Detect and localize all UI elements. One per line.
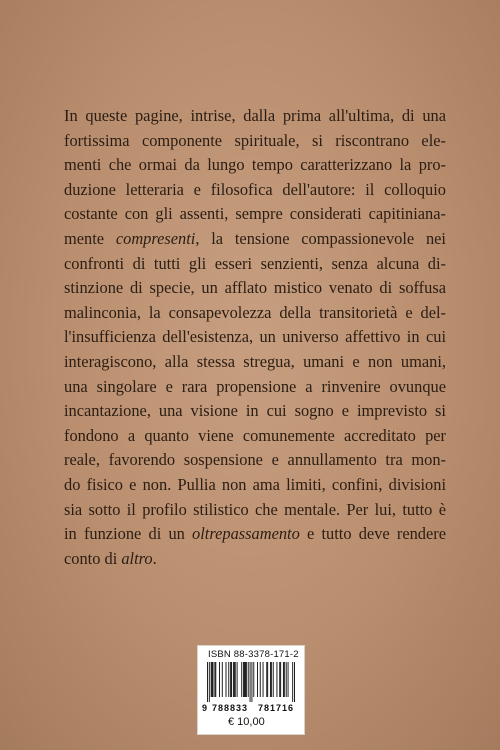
barcode-bar xyxy=(286,662,287,697)
barcode-bar xyxy=(253,662,254,697)
blurb-line: una singolare e rara propensione a rinvenire ovunque xyxy=(64,376,446,396)
barcode-bar xyxy=(248,662,249,697)
barcode-bar xyxy=(271,662,272,697)
blurb-line: fondono a quanto viene comunemente accreditato per xyxy=(64,425,446,445)
barcode-bar xyxy=(215,662,216,697)
barcode-label xyxy=(197,645,305,735)
barcode-bar xyxy=(292,662,293,702)
barcode-bar xyxy=(243,662,244,697)
price-text: € 10,00 xyxy=(228,716,265,728)
barcode-bar xyxy=(213,662,214,697)
blurb-text: conto di xyxy=(64,548,122,568)
blurb-italic-text: compresenti xyxy=(115,228,196,248)
blurb-line xyxy=(64,227,446,252)
blurb-line: costante con gli assenti, sempre considerati capitiniana- xyxy=(64,204,446,224)
barcode-bar xyxy=(266,662,267,697)
barcode-icon xyxy=(207,662,295,702)
barcode-bar xyxy=(207,662,208,702)
barcode-bar xyxy=(276,662,277,697)
barcode-bar xyxy=(267,662,268,697)
blurb-line xyxy=(64,522,446,547)
barcode-bar xyxy=(241,662,242,697)
barcode-bar xyxy=(251,662,252,702)
blurb-italic-text: oltrepassamento xyxy=(192,524,300,544)
barcode-bar xyxy=(280,662,281,697)
barcode-bar xyxy=(284,662,285,697)
barcode-bar xyxy=(211,662,212,697)
barcode-bar xyxy=(228,662,229,697)
barcode-bar xyxy=(235,662,236,697)
blurb-line: malinconia, la consapevolezza della transitorietà e del- xyxy=(64,302,446,322)
barcode-bar xyxy=(212,662,213,697)
barcode-bar xyxy=(233,662,234,697)
blurb-line: l'insufficienza dell'esistenza, un universo affettivo in cui xyxy=(64,327,446,347)
barcode-bar xyxy=(263,662,264,697)
blurb-line xyxy=(64,547,446,572)
barcode-bar xyxy=(244,662,245,697)
barcode-bar xyxy=(250,662,251,702)
blurb-text: in funzione di un xyxy=(64,524,193,544)
barcode-bar xyxy=(219,662,220,697)
blurb-line: do fisico e non. Pullia non ama limiti, confini, divisioni xyxy=(64,474,446,494)
blurb-line: duzione letteraria e filosofica dell'autore: il colloquio xyxy=(64,179,446,199)
blurb-line: In queste pagine, intrise, dalla prima all'ultima, di una xyxy=(64,106,446,125)
back-cover-blurb xyxy=(64,104,446,571)
barcode-bar xyxy=(270,662,271,697)
barcode-bar xyxy=(283,662,284,697)
barcode-digit-first: 9 xyxy=(202,703,208,713)
barcode-bar xyxy=(245,662,246,697)
blurb-text: mente xyxy=(64,228,116,248)
blurb-line: confronti di tutti gli esseri senzienti, senza alcuna di- xyxy=(64,253,446,273)
isbn-text: ISBN 88-3378-171-2 xyxy=(208,649,299,660)
blurb-text: e tutto deve rendere xyxy=(299,524,447,544)
barcode-bar xyxy=(222,662,223,697)
barcode-digits-right: 781716 xyxy=(258,703,295,713)
barcode-bar xyxy=(234,662,235,697)
barcode-bar xyxy=(288,662,289,697)
barcode-bar xyxy=(273,662,274,697)
blurb-italic-text: altro xyxy=(121,548,153,568)
barcode-bar xyxy=(214,662,215,697)
blurb-line: reale, favorendo sospensione e annullamento tra mon- xyxy=(64,450,446,470)
barcode-bar xyxy=(237,662,238,697)
blurb-line: interagiscono, alla stessa stregua, umani e non umani, xyxy=(64,351,446,371)
blurb-line: fortissima componente spirituale, si riscontrano ele- xyxy=(64,130,446,150)
barcode-bar xyxy=(257,662,258,697)
barcode-digits-left: 788833 xyxy=(212,703,249,713)
barcode-bar xyxy=(231,662,232,697)
barcode-bar xyxy=(226,662,227,697)
barcode-bar xyxy=(279,662,280,697)
barcode-bar xyxy=(230,662,231,697)
blurb-text: , la tensione compassionevole nei xyxy=(195,228,446,248)
blurb-line: incantazione, una visione in cui sogno e imprevisto si xyxy=(64,401,446,421)
barcode-bar xyxy=(209,662,210,702)
blurb-text: . xyxy=(152,548,157,568)
blurb-line: sia sotto il profilo stilistico che mentale. Per lui, tutto è xyxy=(64,499,446,519)
barcode-bar xyxy=(260,662,261,697)
blurb-line: stinzione di specie, un afflato mistico venato di soffusa xyxy=(64,278,446,298)
barcode-bar xyxy=(294,662,295,702)
barcode-bar xyxy=(246,662,247,697)
blurb-line: menti che ormai da lungo tempo caratterizzano la pro- xyxy=(64,155,446,175)
